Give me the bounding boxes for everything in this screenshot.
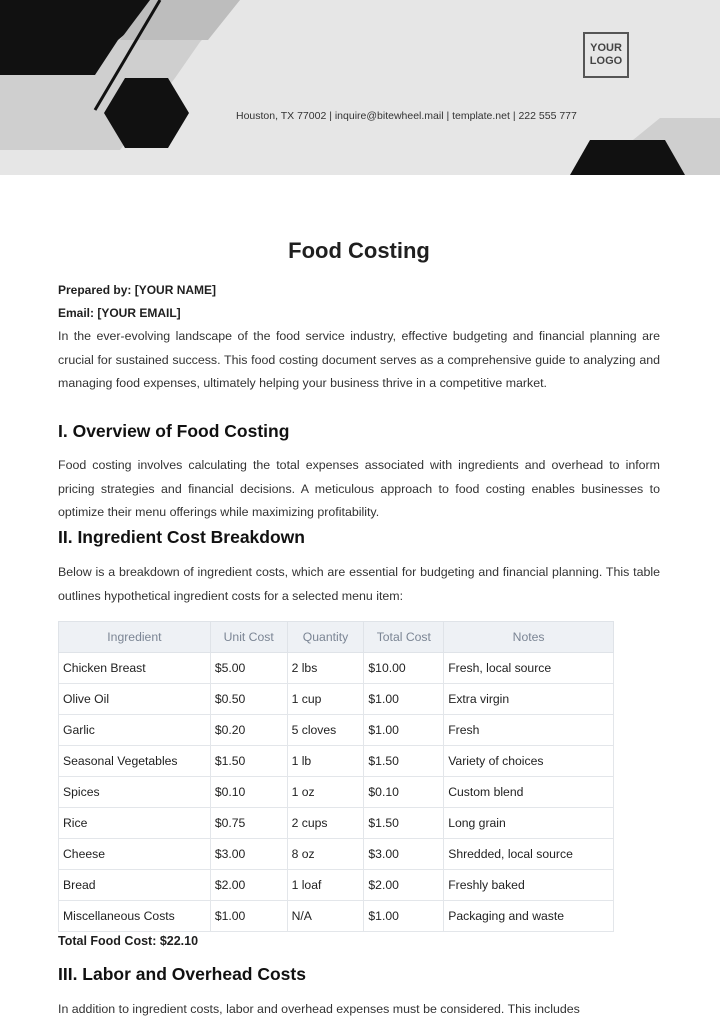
- table-row: [59, 684, 614, 715]
- company-logo: YOUR LOGO: [583, 32, 629, 78]
- cell-notes: Custom blend: [444, 777, 614, 808]
- cell-notes: Shredded, local source: [444, 839, 614, 870]
- table-row: [59, 715, 614, 746]
- column-header-notes: Notes: [444, 622, 614, 653]
- cell-notes: Extra virgin: [444, 684, 614, 715]
- cell-quantity: 8 oz: [287, 839, 364, 870]
- cell-notes: Packaging and waste: [444, 901, 614, 932]
- cell-quantity: 2 cups: [287, 808, 364, 839]
- cell-unit-cost: $0.20: [210, 715, 287, 746]
- cell-ingredient: Chicken Breast: [59, 653, 211, 684]
- page-title: Food Costing: [288, 238, 430, 263]
- section-heading-labor: III. Labor and Overhead Costs: [58, 964, 306, 984]
- cell-notes: Freshly baked: [444, 870, 614, 901]
- email-line: Email: [YOUR EMAIL]: [58, 306, 181, 320]
- column-header-quantity: Quantity: [287, 622, 364, 653]
- cell-unit-cost: $1.50: [210, 746, 287, 777]
- cell-total-cost: $1.00: [364, 715, 444, 746]
- cell-ingredient: Cheese: [59, 839, 211, 870]
- cell-ingredient: Rice: [59, 808, 211, 839]
- table-row: [59, 870, 614, 901]
- cell-ingredient: Garlic: [59, 715, 211, 746]
- cell-quantity: 1 loaf: [287, 870, 364, 901]
- cell-notes: Fresh: [444, 715, 614, 746]
- cell-quantity: 1 oz: [287, 777, 364, 808]
- cell-unit-cost: $0.10: [210, 777, 287, 808]
- cell-unit-cost: $2.00: [210, 870, 287, 901]
- table-row: [59, 777, 614, 808]
- cell-unit-cost: $0.50: [210, 684, 287, 715]
- cell-unit-cost: $1.00: [210, 901, 287, 932]
- table-header-row: [59, 622, 614, 653]
- cell-quantity: 2 lbs: [287, 653, 364, 684]
- cell-quantity: 5 cloves: [287, 715, 364, 746]
- cell-total-cost: $1.00: [364, 901, 444, 932]
- section-heading-overview: I. Overview of Food Costing: [58, 421, 290, 441]
- section-body-labor: In addition to ingredient costs, labor and overhead expenses must be considered. This includes: [58, 1002, 580, 1016]
- cell-unit-cost: $3.00: [210, 839, 287, 870]
- column-header-ingredient: Ingredient: [59, 622, 211, 653]
- cell-total-cost: $10.00: [364, 653, 444, 684]
- section-body-ingredients: Below is a breakdown of ingredient costs, which are essential for budgeting and financial planning. This table outlines hypothetical ingredient costs for a selected menu item:: [58, 565, 660, 603]
- cell-ingredient: Olive Oil: [59, 684, 211, 715]
- section-heading-ingredients: II. Ingredient Cost Breakdown: [58, 527, 305, 547]
- table-row: [59, 839, 614, 870]
- cell-quantity: N/A: [287, 901, 364, 932]
- contact-line: Houston, TX 77002 | inquire@bitewheel.mail | template.net | 222 555 777: [236, 110, 577, 122]
- cell-total-cost: $1.50: [364, 808, 444, 839]
- intro-paragraph: In the ever-evolving landscape of the food service industry, effective budgeting and financial planning are crucial for sustained success. This food costing document serves as a comprehensive guide to analyzing and managing food expenses, ultimately helping your business thrive in a competitive market.: [58, 329, 660, 390]
- column-header-total-cost: Total Cost: [364, 622, 444, 653]
- decorative-shapes: [0, 0, 720, 175]
- cell-total-cost: $3.00: [364, 839, 444, 870]
- cell-total-cost: $1.00: [364, 684, 444, 715]
- cell-notes: Fresh, local source: [444, 653, 614, 684]
- cell-ingredient: Seasonal Vegetables: [59, 746, 211, 777]
- cell-notes: Long grain: [444, 808, 614, 839]
- cell-notes: Variety of choices: [444, 746, 614, 777]
- cell-quantity: 1 lb: [287, 746, 364, 777]
- ingredient-cost-table: [58, 621, 614, 932]
- table-row: [59, 653, 614, 684]
- letterhead-banner: [0, 0, 720, 175]
- cell-ingredient: Miscellaneous Costs: [59, 901, 211, 932]
- section-body-overview: Food costing involves calculating the total expenses associated with ingredients and overhead to inform pricing strategies and financial decisions. A meticulous approach to food costing enables businesses to optimize their menu offerings while maximizing profitability.: [58, 458, 660, 519]
- cell-ingredient: Spices: [59, 777, 211, 808]
- cell-unit-cost: $5.00: [210, 653, 287, 684]
- prepared-by: Prepared by: [YOUR NAME]: [58, 283, 217, 297]
- cell-quantity: 1 cup: [287, 684, 364, 715]
- table-row: [59, 746, 614, 777]
- cell-total-cost: $0.10: [364, 777, 444, 808]
- cell-unit-cost: $0.75: [210, 808, 287, 839]
- total-food-cost: Total Food Cost: $22.10: [58, 934, 199, 948]
- cell-total-cost: $2.00: [364, 870, 444, 901]
- table-row: [59, 901, 614, 932]
- column-header-unit-cost: Unit Cost: [210, 622, 287, 653]
- table-row: [59, 808, 614, 839]
- cell-ingredient: Bread: [59, 870, 211, 901]
- cell-total-cost: $1.50: [364, 746, 444, 777]
